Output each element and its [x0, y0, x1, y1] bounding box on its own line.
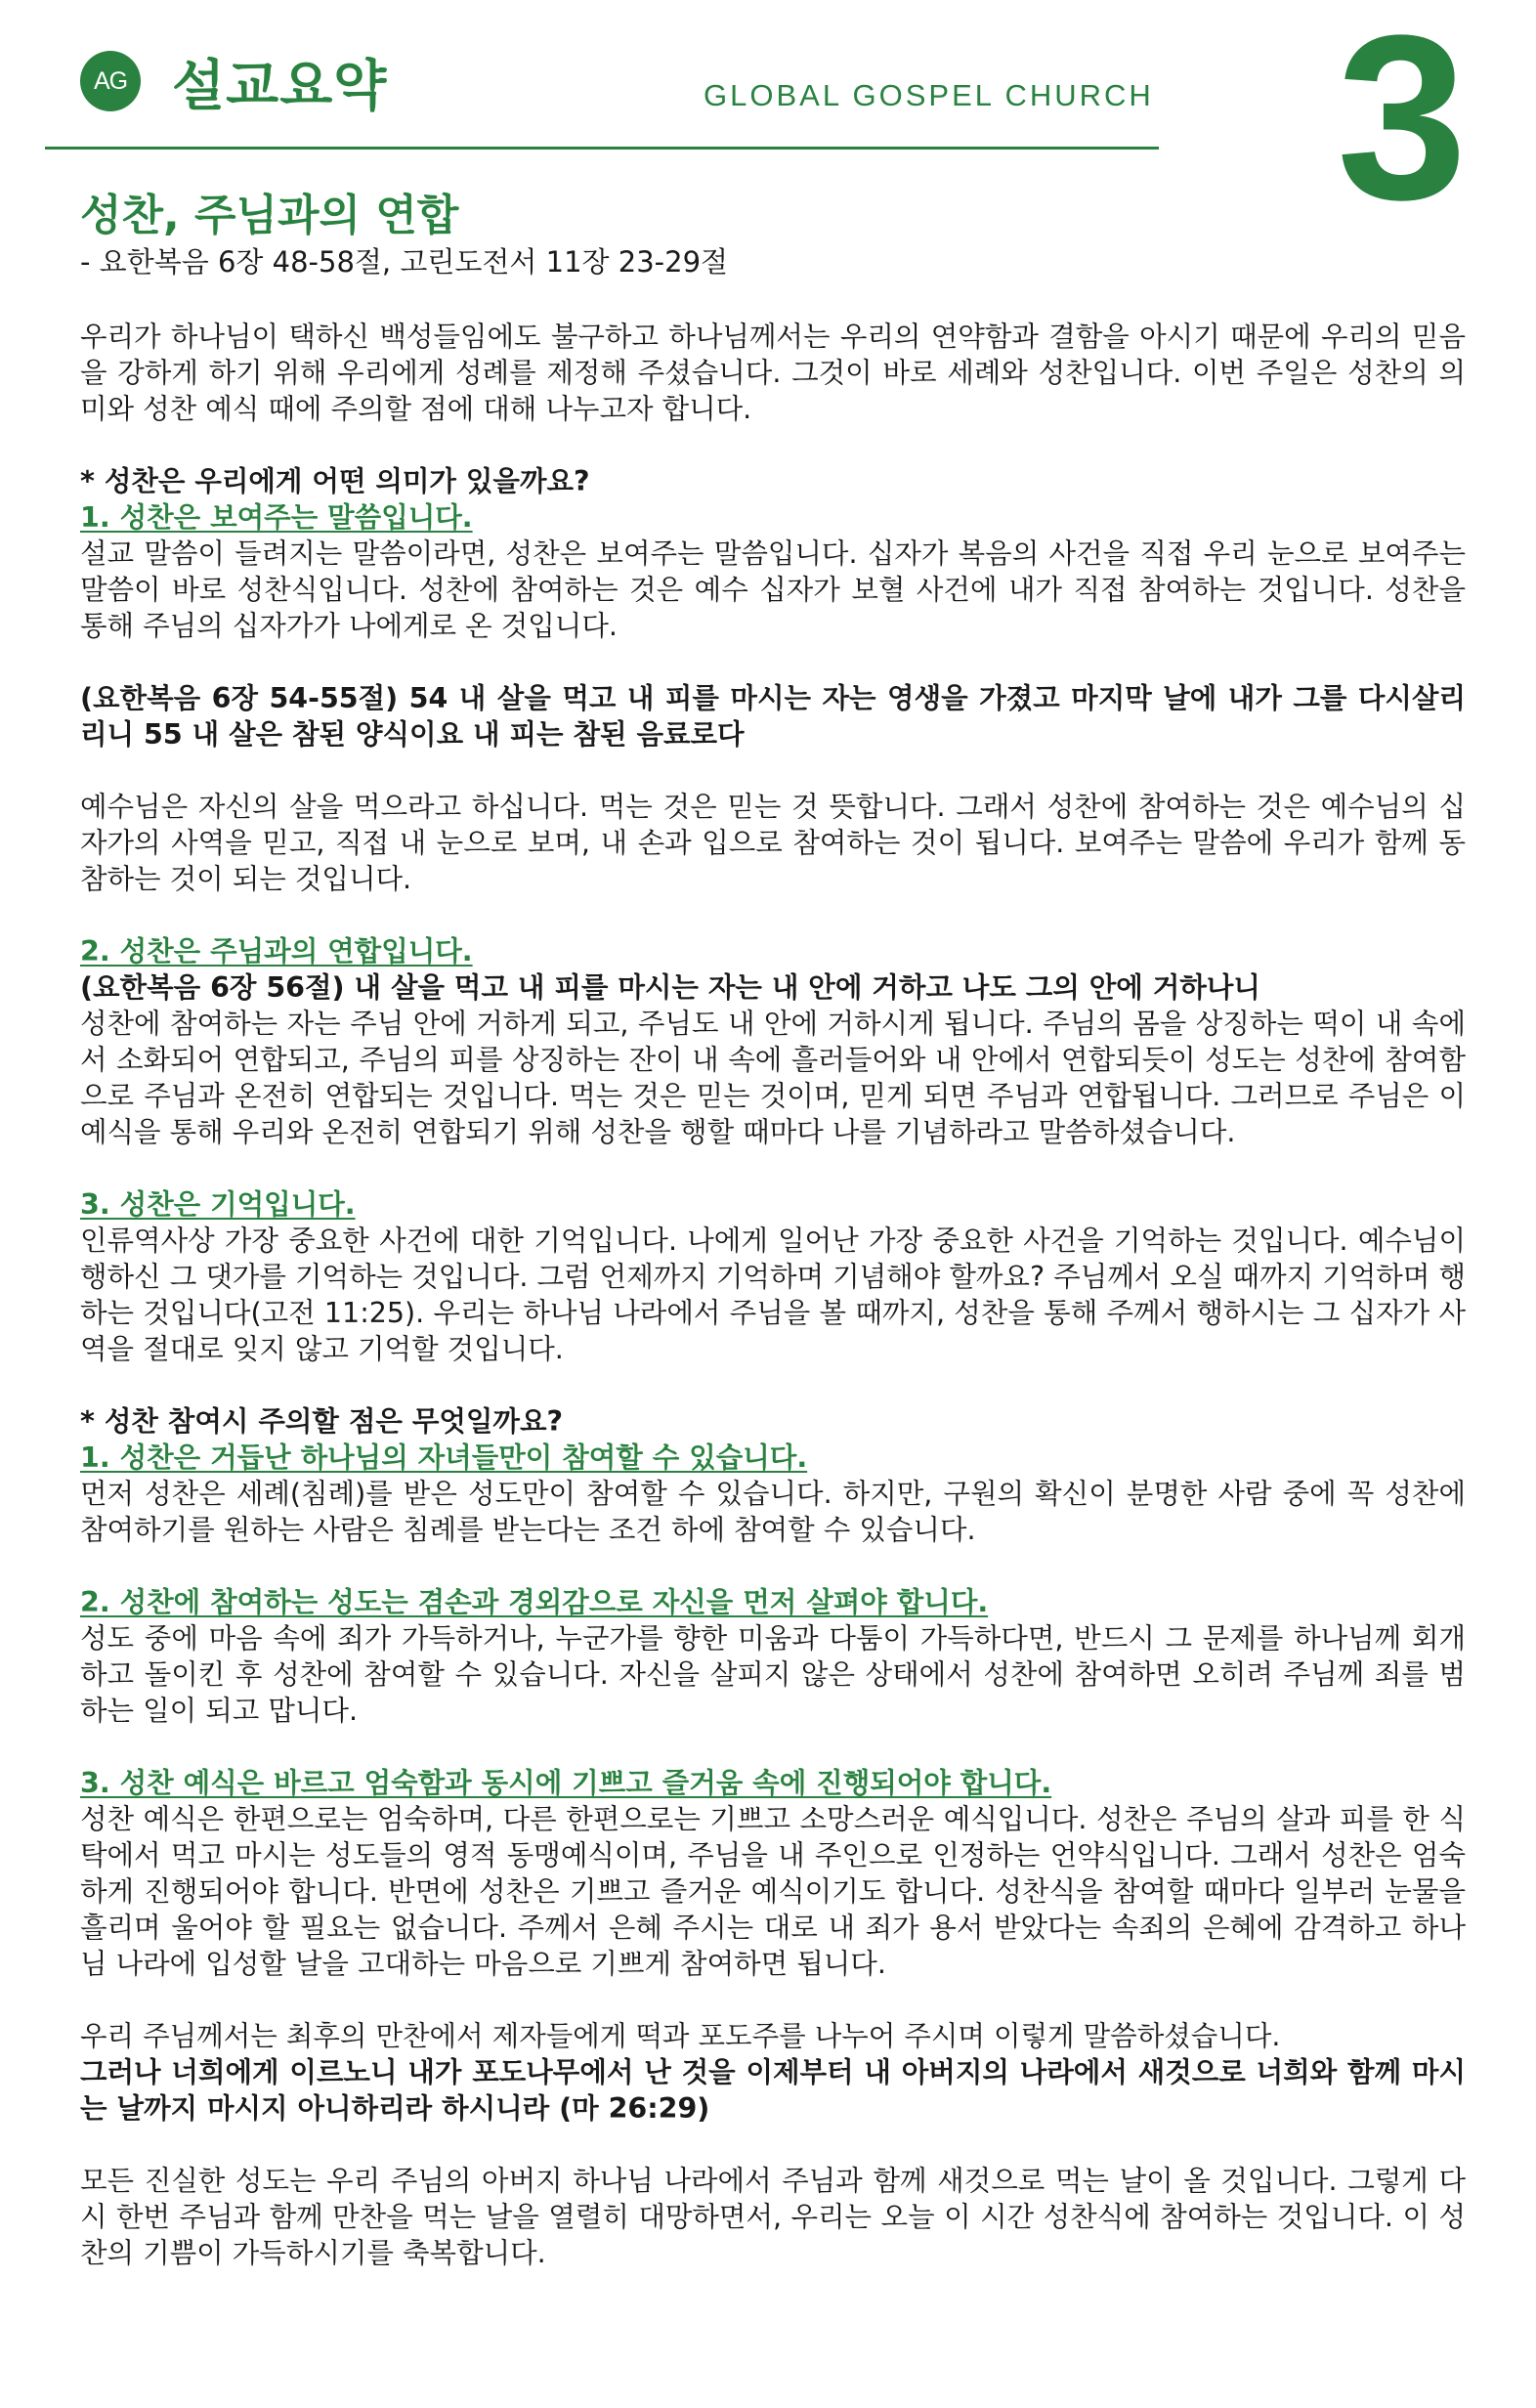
- header-divider: [45, 147, 1159, 150]
- closing-blessing: 모든 진실한 성도는 우리 주님의 아버지 하나님 나라에서 주님과 함께 새것으로 먹는 날이 올 것입니다. 그렇게 다시 한번 주님과 함께 만찬을 먹는 날을 열렬히 대망하면서, 우리는 오늘 이 시간 성찬식에 참여하는 것입니다. 이 성찬의 기쁨이 가득하시기를 축복합니다.: [80, 2165, 1466, 2269]
- scripture-reference: - 요한복음 6장 48-58절, 고린도전서 11장 23-29절: [80, 245, 729, 279]
- verse-john-6-54: (요한복음 6장 54-55절) 54 내 살을 먹고 내 피를 마시는 자는 영생을 가졌고 마지막 날에 내가 그를 다시살리리니 55 내 살은 참된 양식이요 내 피는 참된 음료로다: [80, 682, 1466, 751]
- point-body-1b: 예수님은 자신의 살을 먹으라고 하십니다. 먹는 것은 믿는 것 뜻합니다. 그래서 성찬에 참여하는 것은 예수님의 십자가의 사역을 믿고, 직접 내 눈으로 보며, 내 손과 입으로 참여하는 것이 됩니다. 보여주는 말씀에 우리가 함께 동참하는 것이 되는 것입니다.: [80, 791, 1466, 895]
- caution-heading-3: 3. 성찬 예식은 바르고 엄숙함과 동시에 기쁘고 즐거움 속에 진행되어야 합니다.: [80, 1767, 1052, 1799]
- caution-body-2: 성도 중에 마음 속에 죄가 가득하거나, 누군가를 향한 미움과 다툼이 가득하다면, 반드시 그 문제를 하나님께 회개하고 돌이킨 후 성찬에 참여할 수 있습니다. 자신을 살피지 않은 상태에서 성찬에 참여하면 오히려 주님께 죄를 범하는 일이 되고 맙니다.: [80, 1622, 1466, 1727]
- point-heading-3: 3. 성찬은 기억입니다.: [80, 1188, 356, 1221]
- point-heading-2: 2. 성찬은 주님과의 연합입니다.: [80, 935, 473, 968]
- point-body-3: 인류역사상 가장 중요한 사건에 대한 기억입니다. 나에게 일어난 가장 중요한 사건을 기억하는 것입니다. 예수님이 행하신 그 댓가를 기억하는 것입니다. 그럼 언제까지 기억하며 기념해야 할까요? 주님께서 오실 때까지 기억하며 행하는 것입니다(고전 11:25). 우리는 하나님 나라에서 주님을 볼 때까지, 성찬을 통해 주께서 행하시는 그 십자가 사역을 절대로 잊지 않고 기억할 것입니다.: [80, 1225, 1466, 1365]
- point-body-2: 성찬에 참여하는 자는 주님 안에 거하게 되고, 주님도 내 안에 거하시게 됩니다. 주님의 몸을 상징하는 떡이 내 속에서 소화되어 연합되고, 주님의 피를 상징하는 잔이 내 속에 흘러들어와 내 안에서 연합되듯이 성도는 성찬에 참여함으로 주님과 온전히 연합되는 것입니다. 먹는 것은 믿는 것이며, 믿게 되면 주님과 연합됩니다. 그러므로 주님은 이 예식을 통해 우리와 온전히 연합되기 위해 성찬을 행할 때마다 나를 기념하라고 말씀하셨습니다.: [80, 1008, 1466, 1148]
- sermon-title: 성찬, 주님과의 연합: [80, 191, 459, 240]
- church-name: GLOBAL GOSPEL CHURCH: [704, 78, 1154, 112]
- point-heading-1: 1. 성찬은 보여주는 말씀입니다.: [80, 501, 473, 534]
- point-body-1: 설교 말씀이 들려지는 말씀이라면, 성찬은 보여주는 말씀입니다. 십자가 복음의 사건을 직접 우리 눈으로 보여주는 말씀이 바로 성찬식입니다. 성찬에 참여하는 것은 예수 십자가 보혈 사건에 내가 직접 참여하는 것입니다. 성찬을 통해 주님의 십자가가 나에게로 온 것입니다.: [80, 538, 1466, 642]
- section-question-caution: * 성찬 참여시 주의할 점은 무엇일까요?: [80, 1405, 564, 1438]
- sermon-body: [80, 319, 1466, 2271]
- caution-heading-2: 2. 성찬에 참여하는 성도는 겸손과 경외감으로 자신을 먼저 살펴야 합니다.: [80, 1586, 989, 1618]
- verse-matthew-26-29: 그러나 너희에게 이르노니 내가 포도나무에서 난 것을 이제부터 내 아버지의 나라에서 새것으로 너희와 함께 마시는 날까지 마시지 아니하리라 하시니라 (마 26:29): [80, 2056, 1466, 2125]
- section-question-meaning: * 성찬은 우리에게 어떤 의미가 있을까요?: [80, 465, 590, 497]
- issue-number: 3: [1337, 0, 1468, 248]
- verse-john-6-56: (요한복음 6장 56절) 내 살을 먹고 내 피를 마시는 자는 내 안에 거하고 나도 그의 안에 거하나니: [80, 971, 1260, 1004]
- brand-title: 설교요약: [172, 55, 388, 118]
- closing-lead: 우리 주님께서는 최후의 만찬에서 제자들에게 떡과 포도주를 나누어 주시며 이렇게 말씀하셨습니다.: [80, 2020, 1281, 2052]
- logo-icon: AG: [80, 51, 141, 111]
- intro-paragraph: 우리가 하나님이 택하신 백성들임에도 불구하고 하나님께서는 우리의 연약함과 결함을 아시기 때문에 우리의 믿음을 강하게 하기 위해 우리에게 성례를 제정해 주셨습니다. 그것이 바로 세례와 성찬입니다. 이번 주일은 성찬의 의미와 성찬 예식 때에 주의할 점에 대해 나누고자 합니다.: [80, 321, 1466, 425]
- caution-heading-1: 1. 성찬은 거듭난 하나님의 자녀들만이 참여할 수 있습니다.: [80, 1441, 808, 1474]
- caution-body-3: 성찬 예식은 한편으로는 엄숙하며, 다른 한편으로는 기쁘고 소망스러운 예식입니다. 성찬은 주님의 살과 피를 한 식탁에서 먹고 마시는 성도들의 영적 동맹예식이며, 주님을 내 주인으로 인정하는 언약식입니다. 그래서 성찬은 엄숙하게 진행되어야 합니다. 반면에 성찬은 기쁘고 즐거운 예식이기도 합니다. 성찬식을 참여할 때마다 일부러 눈물을 흘리며 울어야 할 필요는 없습니다. 주께서 은혜 주시는 대로 내 죄가 용서 받았다는 속죄의 은혜에 감격하고 하나님 나라에 입성할 날을 고대하는 마음으로 기쁘게 참여하면 됩니다.: [80, 1803, 1466, 1980]
- caution-body-1: 먼저 성찬은 세례(침례)를 받은 성도만이 참여할 수 있습니다. 하지만, 구원의 확신이 분명한 사람 중에 꼭 성찬에 참여하기를 원하는 사람은 침례를 받는다는 조건 하에 참여할 수 있습니다.: [80, 1478, 1466, 1546]
